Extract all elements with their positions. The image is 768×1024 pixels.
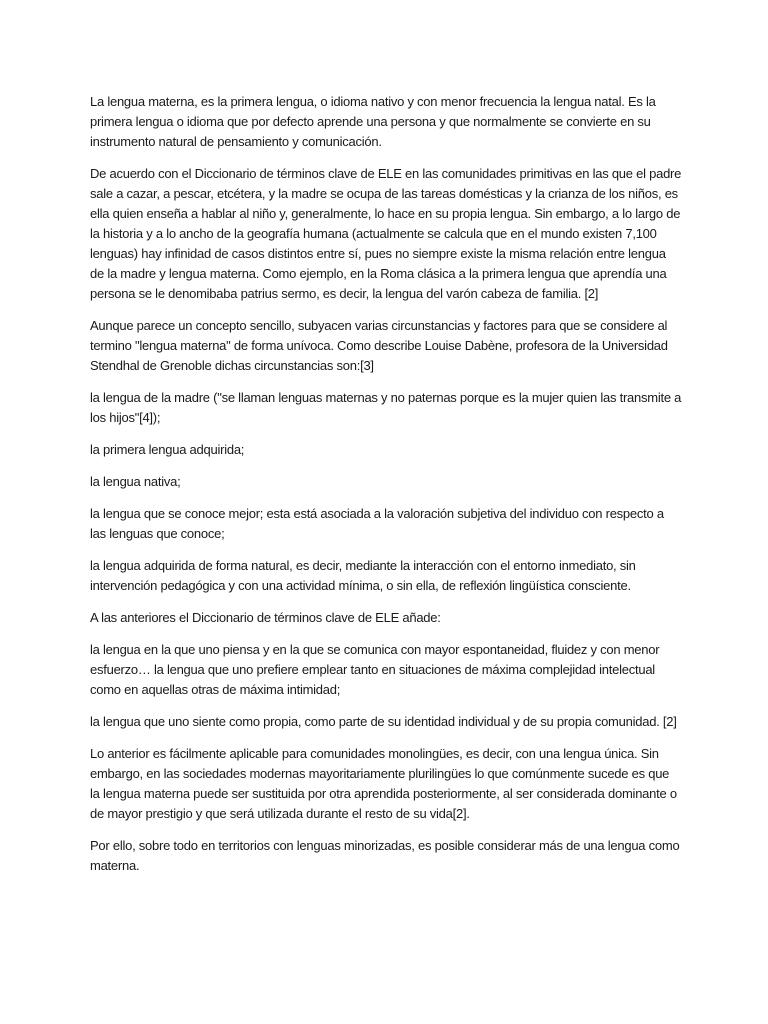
- list-item-lengua-en-que-se-piensa: la lengua en la que uno piensa y en la que se comunica con mayor espontaneidad, fluidez y con menor esfuerzo… la lengua que uno prefiere emplear tanto en situaciones de máxima complejidad intelectual como en aquellas otras de máxima intimidad;: [90, 642, 660, 697]
- list-item-lengua-nativa: la lengua nativa;: [90, 474, 181, 489]
- list-item-lengua-natural: la lengua adquirida de forma natural, es decir, mediante la interacción con el entorno inmediato, sin intervención pedagógica y con una actividad mínima, o sin ella, de reflexión lingüística consciente.: [90, 558, 636, 593]
- list-item-primera-lengua: la primera lengua adquirida;: [90, 442, 245, 457]
- paragraph-intro: La lengua materna, es la primera lengua, o idioma nativo y con menor frecuencia la lengua natal. Es la primera lengua o idioma que por defecto aprende una persona y que normalmente se convierte en su instrumento natural de pensamiento y comunicación.: [90, 94, 656, 149]
- list-item-lengua-de-la-madre: la lengua de la madre ("se llaman lenguas maternas y no paternas porque es la mujer quien las transmite a los hijos"[4]);: [90, 390, 682, 425]
- paragraph-monolingues: Lo anterior es fácilmente aplicable para comunidades monolingües, es decir, con una lengua única. Sin embargo, en las sociedades modernas mayoritariamente plurilingües lo que comúnmente sucede es que la lengua materna puede ser sustituida por otra aprendida posteriormente, al ser considerada dominante o de mayor prestigio y que será utilizada durante el resto de su vida[2].: [90, 746, 677, 821]
- list-item-lengua-propia: la lengua que uno siente como propia, como parte de su identidad individual y de su propia comunidad. [2]: [90, 714, 677, 729]
- list-item-lengua-mejor-conocida: la lengua que se conoce mejor; esta está asociada a la valoración subjetiva del individuo con respecto a las lenguas que conoce;: [90, 506, 664, 541]
- paragraph-diccionario-ele: De acuerdo con el Diccionario de términos clave de ELE en las comunidades primitivas en las que el padre sale a cazar, a pescar, etcétera, y la madre se ocupa de las tareas domésticas y la crianza de los niños, es ella quien enseña a hablar al niño y, generalmente, lo hace en su propia lengua. Sin embargo, a lo largo de la historia y a lo ancho de la geografía humana (actualmente se calcula que en el mundo existen 7,100 lenguas) hay infinidad de casos distintos entre sí, pues no siempre existe la misma relación entre lengua de la madre y lengua materna. Como ejemplo, en la Roma clásica a la primera lengua que aprendía una persona se le denomibaba patrius sermo, es decir, la lengua del varón cabeza de familia. [2]: [90, 166, 682, 301]
- paragraph-ele-anade: A las anteriores el Diccionario de términos clave de ELE añade:: [90, 610, 441, 625]
- document-body: [90, 92, 682, 888]
- paragraph-circunstancias: Aunque parece un concepto sencillo, subyacen varias circunstancias y factores para que se considere al termino "lengua materna" de forma unívoca. Como describe Louise Dabène, profesora de la Universidad Stendhal de Grenoble dichas circunstancias son:[3]: [90, 318, 668, 373]
- paragraph-conclusion: Por ello, sobre todo en territorios con lenguas minorizadas, es posible considerar más de una lengua como materna.: [90, 838, 680, 873]
